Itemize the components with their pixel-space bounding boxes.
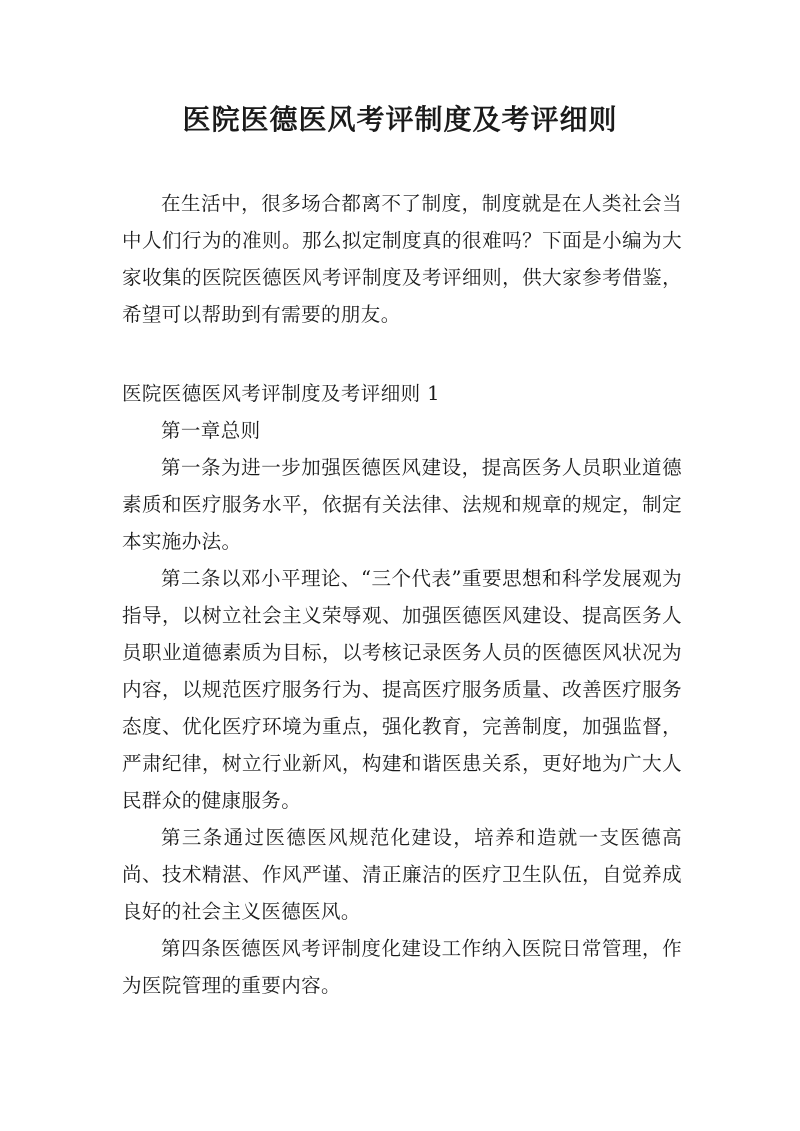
section-title: 医院医德医风考评制度及考评细则 1 [122,382,440,405]
intro-paragraph: 在生活中，很多场合都离不了制度，制度就是在人类社会当中人们行为的准则。那么拟定制度真的很难吗？下面是小编为大家收集的医院医德医风考评制度及考评细则，供大家参考借鉴，希望可以帮助到有需要的朋友。 [122,192,682,326]
article-3-paragraph: 第三条通过医德医风规范化建设，培养和造就一支医德高尚、技术精湛、作风严谨、清正廉洁的医疗卫生队伍，自觉养成良好的社会主义医德医风。 [122,826,682,923]
article-2-paragraph: 第二条以邓小平理论、“三个代表”重要思想和科学发展观为指导，以树立社会主义荣辱观、加强医德医风建设、提高医务人员职业道德素质为目标，以考核记录医务人员的医德医风状况为内容，以规范医疗服务行为、提高医疗服务质量、改善医疗服务态度、优化医疗环境为重点，强化教育，完善制度，加强监督，严肃纪律，树立行业新风，构建和谐医患关系，更好地为广大人民群众的健康服务。 [122,567,682,812]
article-1-paragraph: 第一条为进一步加强医德医风建设，提高医务人员职业道德素质和医疗服务水平，依据有关法律、法规和规章的规定，制定本实施办法。 [122,456,682,553]
article-4-paragraph: 第四条医德医风考评制度化建设工作纳入医院日常管理，作为医院管理的重要内容。 [122,937,682,997]
chapter-title: 第一章总则 [161,419,261,442]
document-title: 医院医德医风考评制度及考评细则 [182,103,618,136]
